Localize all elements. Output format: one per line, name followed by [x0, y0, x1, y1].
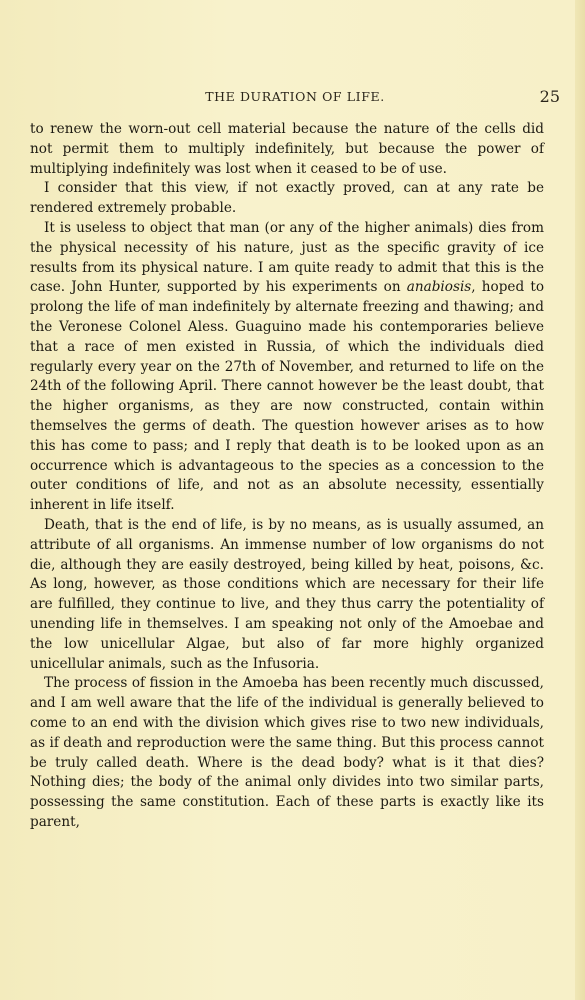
page-header — [30, 89, 560, 111]
page-edge — [575, 0, 585, 1000]
paragraph-continued: to renew the worn-out cell material because the nature of the cells did not permit them to multiply indefinitely, but because the power of multiplying indefinitely was lost when it ceased to be of use. — [30, 121, 544, 177]
paragraph — [30, 219, 544, 516]
paragraph-text: , hoped to prolong the life of man indefinitely by alternate freezing and thawing; and the Veronese Colonel Aless. Guaguino made his contemporaries believe that a race of men existed in Russia, of which the individuals died regularly every year on the 27th of November, and returned to life on the 24th of the following April. There cannot however be the least doubt, that the higher organisms, as they are now constructed, contain within themselves the germs of death. The question however arises as to how this has come to pass; and I reply that death is to be looked upon as an occurrence which is advantageous to the species as a concession to the outer conditions of life, and not as an absolute necessity, essentially inherent in life itself. — [30, 279, 544, 514]
italic-term: anabiosis — [406, 279, 472, 296]
paragraph-text: It is useless to object that man (or any of the higher animals) dies from the physical necessity of his nature, just as the specific gravity of ice results from its physical nature. I am quite ready to admit that this is the case. John Hunter, supported by his experiments on — [30, 219, 544, 296]
paragraph: I consider that this view, if not exactly proved, can at any rate be rendered extremely probable. — [30, 180, 544, 217]
paragraph: The process of fission in the Amoeba has been recently much discussed, and I am well aware that the life of the individual is generally believed to come to an end with the division which gives rise to two new individuals, as if death and reproduction were the same thing. But this process cannot be truly called death. Where is the dead body? what is it that dies? Nothing dies; the body of the animal only divides into two similar parts, possessing the same constitution. Each of these parts is exactly like its parent, — [30, 675, 544, 830]
page-number: 25 — [539, 87, 560, 106]
paragraph: Death, that is the end of life, is by no means, as is usually assumed, an attribute of all organisms. An immense number of low organisms do not die, although they are easily destroyed, being killed by heat, poisons, &c. As long, however, as those conditions which are necessary for their life are fulfilled, they continue to live, and they thus carry the potentiality of unending life in themselves. I am speaking not only of the Amoebae and the low unicellular Algae, but also of far more highly organized unicellular animals, such as the Infusoria. — [30, 516, 544, 672]
running-title: THE DURATION OF LIFE. — [205, 89, 385, 104]
body-text — [30, 120, 544, 833]
